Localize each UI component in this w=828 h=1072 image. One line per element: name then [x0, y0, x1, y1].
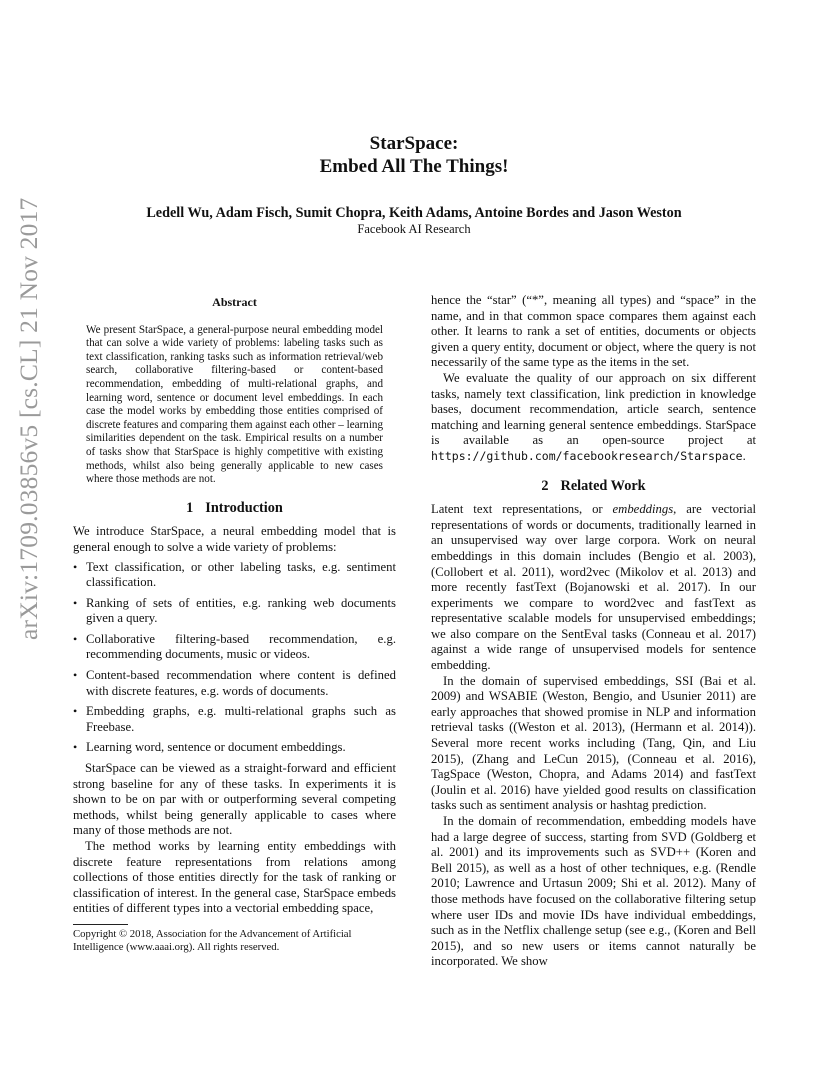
related-text-b: , are vectorial representations of words or documents, traditionally learned in an unsupervised way over large corpora. Work on neural embeddings in this domain includes (Bengio et al. 2003), (Collobert et al. 2011), word2vec (Mikolov et al. 2013) and more recently fastText (Bojanowski et al. 2017). In our experiments we compare to word2vec and fastText as representative scalable models for unsupervised embeddings; we also compare on the SentEval tasks (Conneau et al. 2017) against a wide range of unsupervised models for sentence embedding. [431, 502, 756, 673]
list-item: • Content-based recommendation where content is defined with discrete features, e.g. words of documents. [73, 668, 396, 699]
intro-paragraph-2: StarSpace can be viewed as a straight-forward and efficient strong baseline for any of these tasks. In experiments it is shown to be on par with or outperforming several competing methods, whilst being generally applicable to cases where many of those methods are not. [73, 761, 396, 838]
section-number: 2 [541, 477, 549, 494]
section-heading-related-work [431, 479, 756, 495]
section-heading-introduction [73, 501, 396, 517]
list-item: • Learning word, sentence or document embeddings. [73, 740, 396, 756]
related-text-a: Latent text representations, or [431, 502, 613, 517]
paper-title [0, 132, 828, 178]
evaluation-text: We evaluate the quality of our approach on six different tasks, namely text classification, link prediction in knowledge bases, document recommendation, article search, sentence matching and learning general sentence embeddings. StarSpace is available as an open-source project at [431, 370, 756, 448]
section-title: Related Work [560, 477, 646, 494]
title-line-1: StarSpace: [369, 133, 459, 154]
github-link[interactable]: https://github.com/facebookresearch/Starspace [431, 448, 743, 463]
title-line-2: Embed All The Things! [319, 156, 509, 177]
abstract-heading: Abstract [212, 295, 257, 309]
sentence-end: . [742, 448, 746, 463]
footnote-rule [73, 924, 128, 925]
intro-paragraph-1: We introduce StarSpace, a neural embedding model that is general enough to solve a wide variety of problems: [73, 524, 396, 554]
list-item: • Embedding graphs, e.g. multi-relational graphs such as Freebase. [73, 704, 396, 735]
intro-paragraph-continued: hence the “star” (“*”, meaning all types) and “space” in the name, and in that common space compares them against each other. It learns to rank a set of entities, documents or objects given a query entity, document or object, where the query is not necessarily of the same type as the items in the set. [431, 293, 756, 370]
related-paragraph-2: In the domain of supervised embeddings, SSI (Bai et al. 2009) and WSABIE (Weston, Bengio, and Usunier 2011) are early approaches that showed promise in NLP and information retrieval tasks ((Weston et al. 2013), (Hermann et al. 2014)). Several more recent works including (Tang, Qin, and Liu 2015), (Zhang and LeCun 2015), (Conneau et al. 2016), TagSpace (Weston, Chopra, and Adams 2014) and fastText (Joulin et al. 2016) have yielded good results on classification tasks such as sentiment analysis or hashtag prediction. [431, 673, 756, 813]
intro-paragraph-evaluation [431, 371, 756, 465]
emphasis-embeddings: embeddings [612, 502, 674, 517]
list-item: • Text classification, or other labeling tasks, e.g. sentiment classification. [73, 560, 396, 591]
list-item: • Collaborative filtering-based recommendation, e.g. recommending documents, music or videos. [73, 632, 396, 663]
footnote-text: Copyright © 2018, Association for the Advancement of Artificial Intelligence (www.aaai.org). All rights reserved. [73, 928, 352, 954]
left-column [73, 295, 396, 917]
right-column [431, 293, 756, 970]
author-list: Ledell Wu, Adam Fisch, Sumit Chopra, Keith Adams, Antoine Bordes and Jason Weston [146, 205, 682, 221]
section-number: 1 [186, 499, 194, 516]
arxiv-identifier: arXiv:1709.03856v5 [cs.CL] 21 Nov 2017 [14, 197, 43, 640]
section-title: Introduction [205, 499, 283, 516]
copyright-footnote [73, 924, 396, 954]
related-paragraph-3: In the domain of recommendation, embedding models have had a large degree of success, starting from SVD (Goldberg et al. 2001) and its improvements such as SVD++ (Koren and Bell 2015), as well as a host of other techniques, e.g. (Rendle 2010; Lawrence and Urtasun 2009; Shi et al. 2012). Many of those methods have focused on the collaborative filtering setup where user IDs and movie IDs have individual embeddings, such as in the Netflix challenge setup (see e.g., (Koren and Bell 2015), and so new users or items cannot naturally be incorporated. We show [431, 814, 756, 969]
list-item: • Ranking of sets of entities, e.g. ranking web documents given a query. [73, 596, 396, 627]
affiliation: Facebook AI Research [357, 222, 471, 236]
abstract-text: We present StarSpace, a general-purpose neural embedding model that can solve a wide variety of problems: labeling tasks such as text classification, ranking tasks such as information retrieval/web search, collaborative filtering-based or content-based recommendation, embedding of multi-relational graphs, and learning word, sentence or document level embeddings. In each case the model works by embedding those entities comprised of discrete features and comparing them against each other – learning similarities dependent on the task. Empirical results on a number of tasks show that StarSpace is highly competitive with existing methods, whilst also being generally applicable to new cases where those methods are not. [86, 323, 383, 486]
related-paragraph-1 [431, 502, 756, 674]
task-list [73, 560, 396, 757]
intro-paragraph-3: The method works by learning entity embeddings with discrete feature representations from relations among collections of those entities directly for the task of ranking or classification of interest. In the general case, StarSpace embeds entities of different types into a vectorial embedding space, [73, 839, 396, 916]
